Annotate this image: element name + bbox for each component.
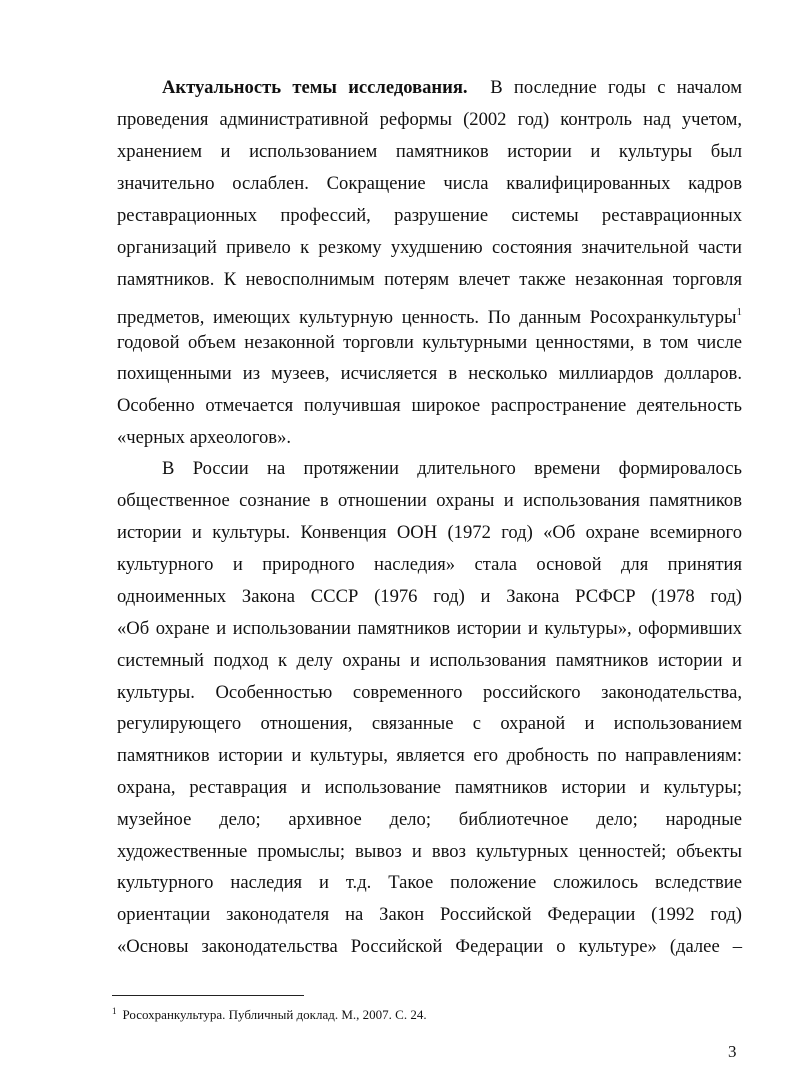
- text-line: похищенными из музеев, исчисляется в несколько миллиардов долларов.: [117, 363, 742, 384]
- text-line: Особенно отмечается получившая широкое распространение деятельность: [117, 395, 742, 416]
- text-line: «Основы законодательства Российской Федерации о культуре» (далее –: [117, 936, 742, 957]
- text-line: [117, 300, 742, 330]
- footnote-mark: 1: [112, 1006, 117, 1016]
- text-line: истории и культуры. Конвенция ООН (1972 год) «Об охране всемирного: [117, 522, 742, 543]
- footnote: [112, 1003, 427, 1023]
- text-line: годовой объем незаконной торговли культурными ценностями, в том числе: [117, 332, 742, 353]
- text-line: одноименных Закона СССР (1976 год) и Закона РСФСР (1978 год): [117, 586, 742, 607]
- footnote-separator: [112, 995, 304, 996]
- text-run: В последние годы с началом: [490, 77, 742, 98]
- text-line: культурного и природного наследия» стала основой для принятия: [117, 554, 742, 575]
- section-heading: Актуальность темы исследования.: [162, 77, 468, 98]
- text-line: проведения административной реформы (2002 год) контроль над учетом,: [117, 109, 742, 130]
- text-line: музейное дело; архивное дело; библиотечное дело; народные: [117, 809, 742, 830]
- text-line: художественные промыслы; вывоз и ввоз культурных ценностей; объекты: [117, 841, 742, 862]
- footnote-reference: 1: [736, 306, 742, 318]
- text-line: культурного наследия и т.д. Такое положение сложилось вследствие: [117, 872, 742, 893]
- text-line: общественное сознание в отношении охраны и использования памятников: [117, 490, 742, 511]
- text-line: организаций привело к резкому ухудшению состояния значительной части: [117, 237, 742, 258]
- text-line: ориентации законодателя на Закон Российской Федерации (1992 год): [117, 904, 742, 925]
- footnote-text: Росохранкультура. Публичный доклад. М., 2007. С. 24.: [122, 1007, 427, 1022]
- page-number: 3: [728, 1042, 737, 1061]
- text-line: [162, 76, 742, 100]
- text-line: регулирующего отношения, связанные с охраной и использованием: [117, 713, 742, 734]
- text-line: культуры. Особенностью современного российского законодательства,: [117, 682, 742, 703]
- text-line: хранением и использованием памятников истории и культуры был: [117, 141, 742, 162]
- text-line: реставрационных профессий, разрушение системы реставрационных: [117, 205, 742, 226]
- text-line: «черных археологов».: [117, 427, 292, 448]
- text-run: предметов, имеющих культурную ценность. По данным Росохранкультуры: [117, 307, 737, 328]
- text-line: значительно ослаблен. Сокращение числа квалифицированных кадров: [117, 173, 742, 194]
- text-line: памятников. К невосполнимым потерям влечет также незаконная торговля: [117, 269, 742, 290]
- text-line: охрана, реставрация и использование памятников истории и культуры;: [117, 777, 742, 798]
- text-line: системный подход к делу охраны и использования памятников истории и: [117, 650, 742, 671]
- text-line: «Об охране и использовании памятников истории и культуры», оформивших: [117, 618, 742, 639]
- text-line: памятников истории и культуры, является его дробность по направлениям:: [117, 745, 742, 766]
- text-line: В России на протяжении длительного времени формировалось: [162, 458, 742, 479]
